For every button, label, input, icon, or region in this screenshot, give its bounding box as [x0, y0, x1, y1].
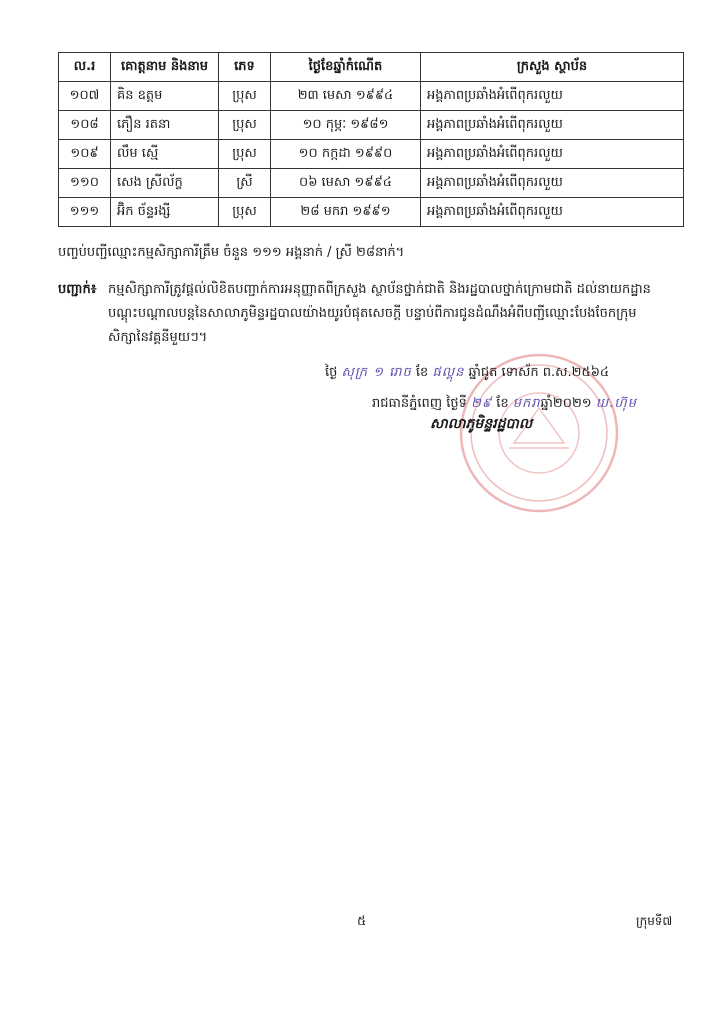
place-prefix: រាជធានីភ្នំពេញ ថ្ងៃទី	[372, 396, 467, 411]
table-row	[59, 140, 684, 169]
cell-birthdate: ២៨ មករា ១៩៩១	[271, 198, 421, 227]
cell-ministry: អង្គភាពប្រឆាំងអំពើពុករលួយ	[421, 82, 684, 111]
note-line: សិក្សានៃវគ្គនីមួយៗ។	[108, 330, 208, 345]
page-number: ៥	[357, 914, 367, 929]
header-birthdate: ថ្ងៃខែឆ្នាំកំណើត	[271, 53, 421, 82]
table-header-row	[59, 53, 684, 82]
cell-number: ១០៨	[59, 111, 111, 140]
cell-sex: ប្រុស	[219, 140, 271, 169]
table-row	[59, 111, 684, 140]
cell-ministry: អង្គភាពប្រឆាំងអំពើពុករលួយ	[421, 111, 684, 140]
note-line: កម្មសិក្សាការីត្រូវផ្តល់លិខិតបញ្ជាក់ការអនុញ្ញាតពីក្រសួង ស្ថាប័នថ្នាក់ជាតិ និងរដ្ឋបាលថ្នាក់ក្រោមជាតិ ដល់នាយកដ្ឋាន	[108, 282, 651, 297]
table-row	[59, 82, 684, 111]
cell-name: លឹម ស្មើ	[111, 140, 219, 169]
cell-birthdate: ១០ កុម្ភៈ ១៩៨១	[271, 111, 421, 140]
handwritten-day: ២៩	[471, 396, 493, 411]
cell-name: សេង ស្រីល័ក្ខ	[111, 169, 219, 198]
cell-birthdate: ០៦ មេសា ១៩៩៤	[271, 169, 421, 198]
trainee-table	[58, 52, 684, 227]
table-row	[59, 198, 684, 227]
list-summary: បញ្ចប់បញ្ជីឈ្មោះកម្មសិក្សាការីត្រឹម ចំនួន ១១១ អង្គនាក់ / ស្រី ២៨នាក់។	[58, 245, 405, 260]
signing-institution: សាលាភូមិន្ទរដ្ឋបាល	[430, 416, 533, 432]
cell-number: ១១០	[59, 169, 111, 198]
note-text	[108, 278, 693, 350]
cell-number: ១០៧	[59, 82, 111, 111]
cell-ministry: អង្គភាពប្រឆាំងអំពើពុករលួយ	[421, 140, 684, 169]
cell-name: គិន ឧត្តម	[111, 82, 219, 111]
cell-sex: ប្រុស	[219, 82, 271, 111]
date-prefix: ថ្ងៃ	[325, 365, 338, 380]
handwritten-lunar-day: សុក្រ ១ រោច	[341, 365, 412, 380]
handwritten-month: មករា	[512, 396, 541, 411]
header-name: គោត្តនាម និងនាម	[111, 53, 219, 82]
year: ឆ្នាំ២០២១	[540, 396, 592, 411]
cell-ministry: អង្គភាពប្រឆាំងអំពើពុករលួយ	[421, 198, 684, 227]
cell-sex: ប្រុស	[219, 111, 271, 140]
cell-number: ១១១	[59, 198, 111, 227]
header-sex: ភេទ	[219, 53, 271, 82]
group-label: ក្រុមទី៧	[636, 914, 673, 928]
note-line: បណ្តុះបណ្តាលបន្តនៃសាលាភូមិន្ទរដ្ឋបាលយ៉ាងយូរបំផុតសេចក្តី បន្ទាប់ពីការជូនដំណឹងអំពីបញ្ជីឈ្មោះបែងចែកក្រុម	[108, 306, 637, 321]
handwritten-lunar-month: ផល្គុន	[432, 365, 465, 380]
cell-sex: ស្រី	[219, 169, 271, 198]
cell-birthdate: ១០ កក្កដា ១៩៩០	[271, 140, 421, 169]
table-row	[59, 169, 684, 198]
cell-number: ១០៩	[59, 140, 111, 169]
month-label: ខែ	[496, 396, 509, 411]
cell-birthdate: ២៣ មេសា ១៩៩៤	[271, 82, 421, 111]
header-ministry: ក្រសួង ស្ថាប័ន	[421, 53, 684, 82]
lunar-year: ឆ្នាំជូត ទោស័ក ព.ស.២៥៦៤	[468, 365, 610, 380]
cell-name: អ៊ិក ច័ន្ទរង្សី	[111, 198, 219, 227]
place-date-line	[372, 395, 637, 414]
handwritten-initials: ឃ.ហ៊ុម	[595, 396, 637, 411]
note-label: បញ្ជាក់៖	[58, 282, 97, 297]
month-label: ខែ	[415, 365, 429, 380]
lunar-date-line	[325, 364, 609, 383]
cell-sex: ប្រុស	[219, 198, 271, 227]
header-number: ល.រ	[59, 53, 111, 82]
cell-ministry: អង្គភាពប្រឆាំងអំពើពុករលួយ	[421, 169, 684, 198]
cell-name: ភឿន រតនា	[111, 111, 219, 140]
